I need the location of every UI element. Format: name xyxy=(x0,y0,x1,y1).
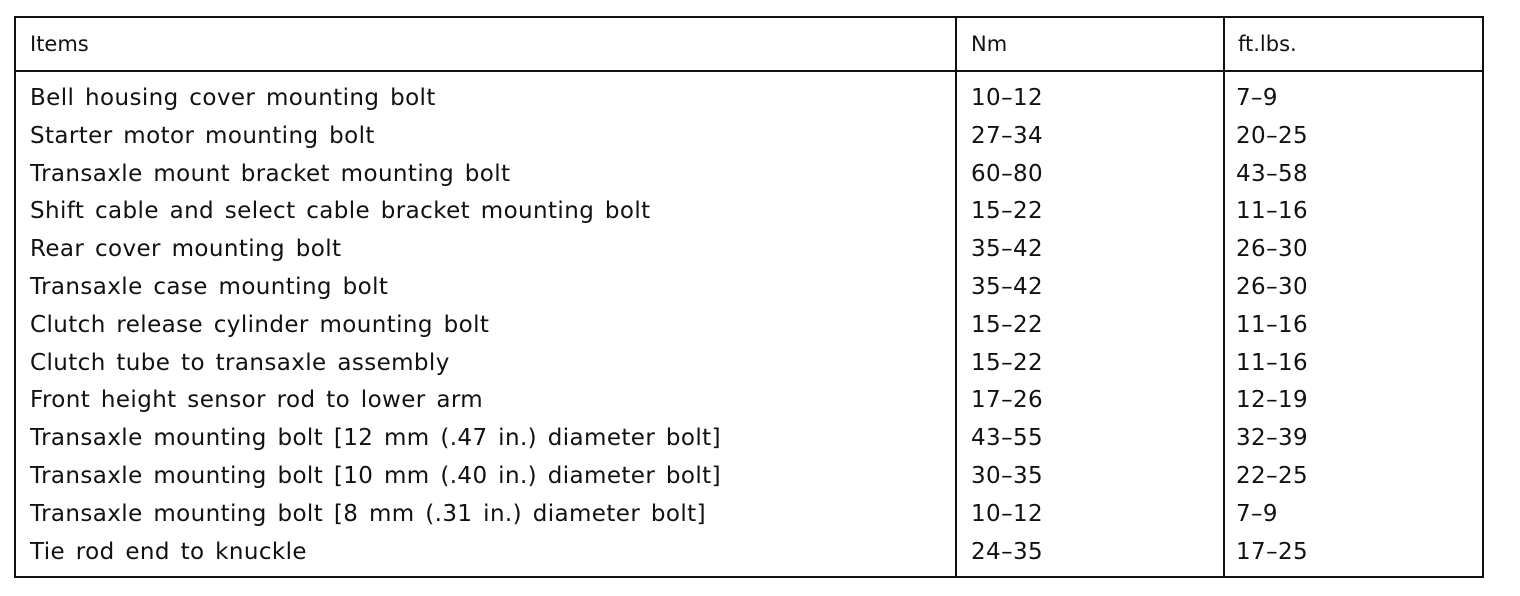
item-cell: Clutch tube to transaxle assembly xyxy=(30,349,450,376)
item-cell: Transaxle mounting bolt [12 mm (.47 in.) diameter bolt] xyxy=(30,425,721,452)
table-body xyxy=(16,80,1482,571)
nm-cell: 15–22 xyxy=(971,349,1044,376)
table-row xyxy=(16,458,1482,496)
ft-lbs-cell: 7–9 xyxy=(1236,500,1278,527)
item-cell: Starter motor mounting bolt xyxy=(30,122,375,149)
ft-lbs-cell: 11–16 xyxy=(1236,198,1309,225)
header-ft-lbs: ft.lbs. xyxy=(1238,32,1297,56)
item-cell: Bell housing cover mounting bolt xyxy=(30,85,436,111)
nm-cell: 17–26 xyxy=(971,387,1044,414)
nm-cell: 35–42 xyxy=(971,273,1044,300)
table-row xyxy=(16,118,1482,156)
table-row xyxy=(16,231,1482,269)
table-row xyxy=(16,420,1482,458)
ft-lbs-cell: 32–39 xyxy=(1236,425,1309,452)
nm-cell: 27–34 xyxy=(971,122,1044,149)
item-cell: Clutch release cylinder mounting bolt xyxy=(30,311,490,338)
table-row xyxy=(16,534,1482,572)
table-row xyxy=(16,156,1482,194)
nm-cell: 10–12 xyxy=(971,500,1044,527)
ft-lbs-cell: 43–58 xyxy=(1236,160,1309,187)
nm-cell: 30–35 xyxy=(971,462,1044,489)
item-cell: Tie rod end to knuckle xyxy=(30,538,307,565)
nm-cell: 43–55 xyxy=(971,425,1044,452)
ft-lbs-cell: 26–30 xyxy=(1236,236,1309,263)
item-cell: Transaxle case mounting bolt xyxy=(30,273,389,300)
ft-lbs-cell: 20–25 xyxy=(1236,122,1309,149)
ft-lbs-cell: 11–16 xyxy=(1236,311,1309,338)
table-row xyxy=(16,307,1482,345)
table-row xyxy=(16,269,1482,307)
item-cell: Rear cover mounting bolt xyxy=(30,236,342,263)
torque-spec-table xyxy=(14,16,1484,578)
nm-cell: 24–35 xyxy=(971,538,1044,565)
table-header-row xyxy=(16,18,1482,72)
item-cell: Transaxle mounting bolt [10 mm (.40 in.) diameter bolt] xyxy=(30,462,721,489)
nm-cell: 15–22 xyxy=(971,198,1044,225)
nm-cell: 10–12 xyxy=(971,85,1044,111)
nm-cell: 35–42 xyxy=(971,236,1044,263)
nm-cell: 15–22 xyxy=(971,311,1044,338)
ft-lbs-cell: 22–25 xyxy=(1236,462,1309,489)
table-row xyxy=(16,496,1482,534)
ft-lbs-cell: 26–30 xyxy=(1236,273,1309,300)
table-row xyxy=(16,382,1482,420)
table-row xyxy=(16,193,1482,231)
ft-lbs-cell: 11–16 xyxy=(1236,349,1309,376)
ft-lbs-cell: 12–19 xyxy=(1236,387,1309,414)
item-cell: Front height sensor rod to lower arm xyxy=(30,387,484,414)
item-cell: Shift cable and select cable bracket mounting bolt xyxy=(30,198,651,225)
header-nm: Nm xyxy=(971,32,1008,56)
item-cell: Transaxle mounting bolt [8 mm (.31 in.) diameter bolt] xyxy=(30,500,706,527)
ft-lbs-cell: 7–9 xyxy=(1236,85,1278,111)
ft-lbs-cell: 17–25 xyxy=(1236,538,1309,565)
nm-cell: 60–80 xyxy=(971,160,1044,187)
item-cell: Transaxle mount bracket mounting bolt xyxy=(30,160,511,187)
header-items: Items xyxy=(30,32,89,56)
table-row xyxy=(16,80,1482,118)
table-row xyxy=(16,345,1482,383)
